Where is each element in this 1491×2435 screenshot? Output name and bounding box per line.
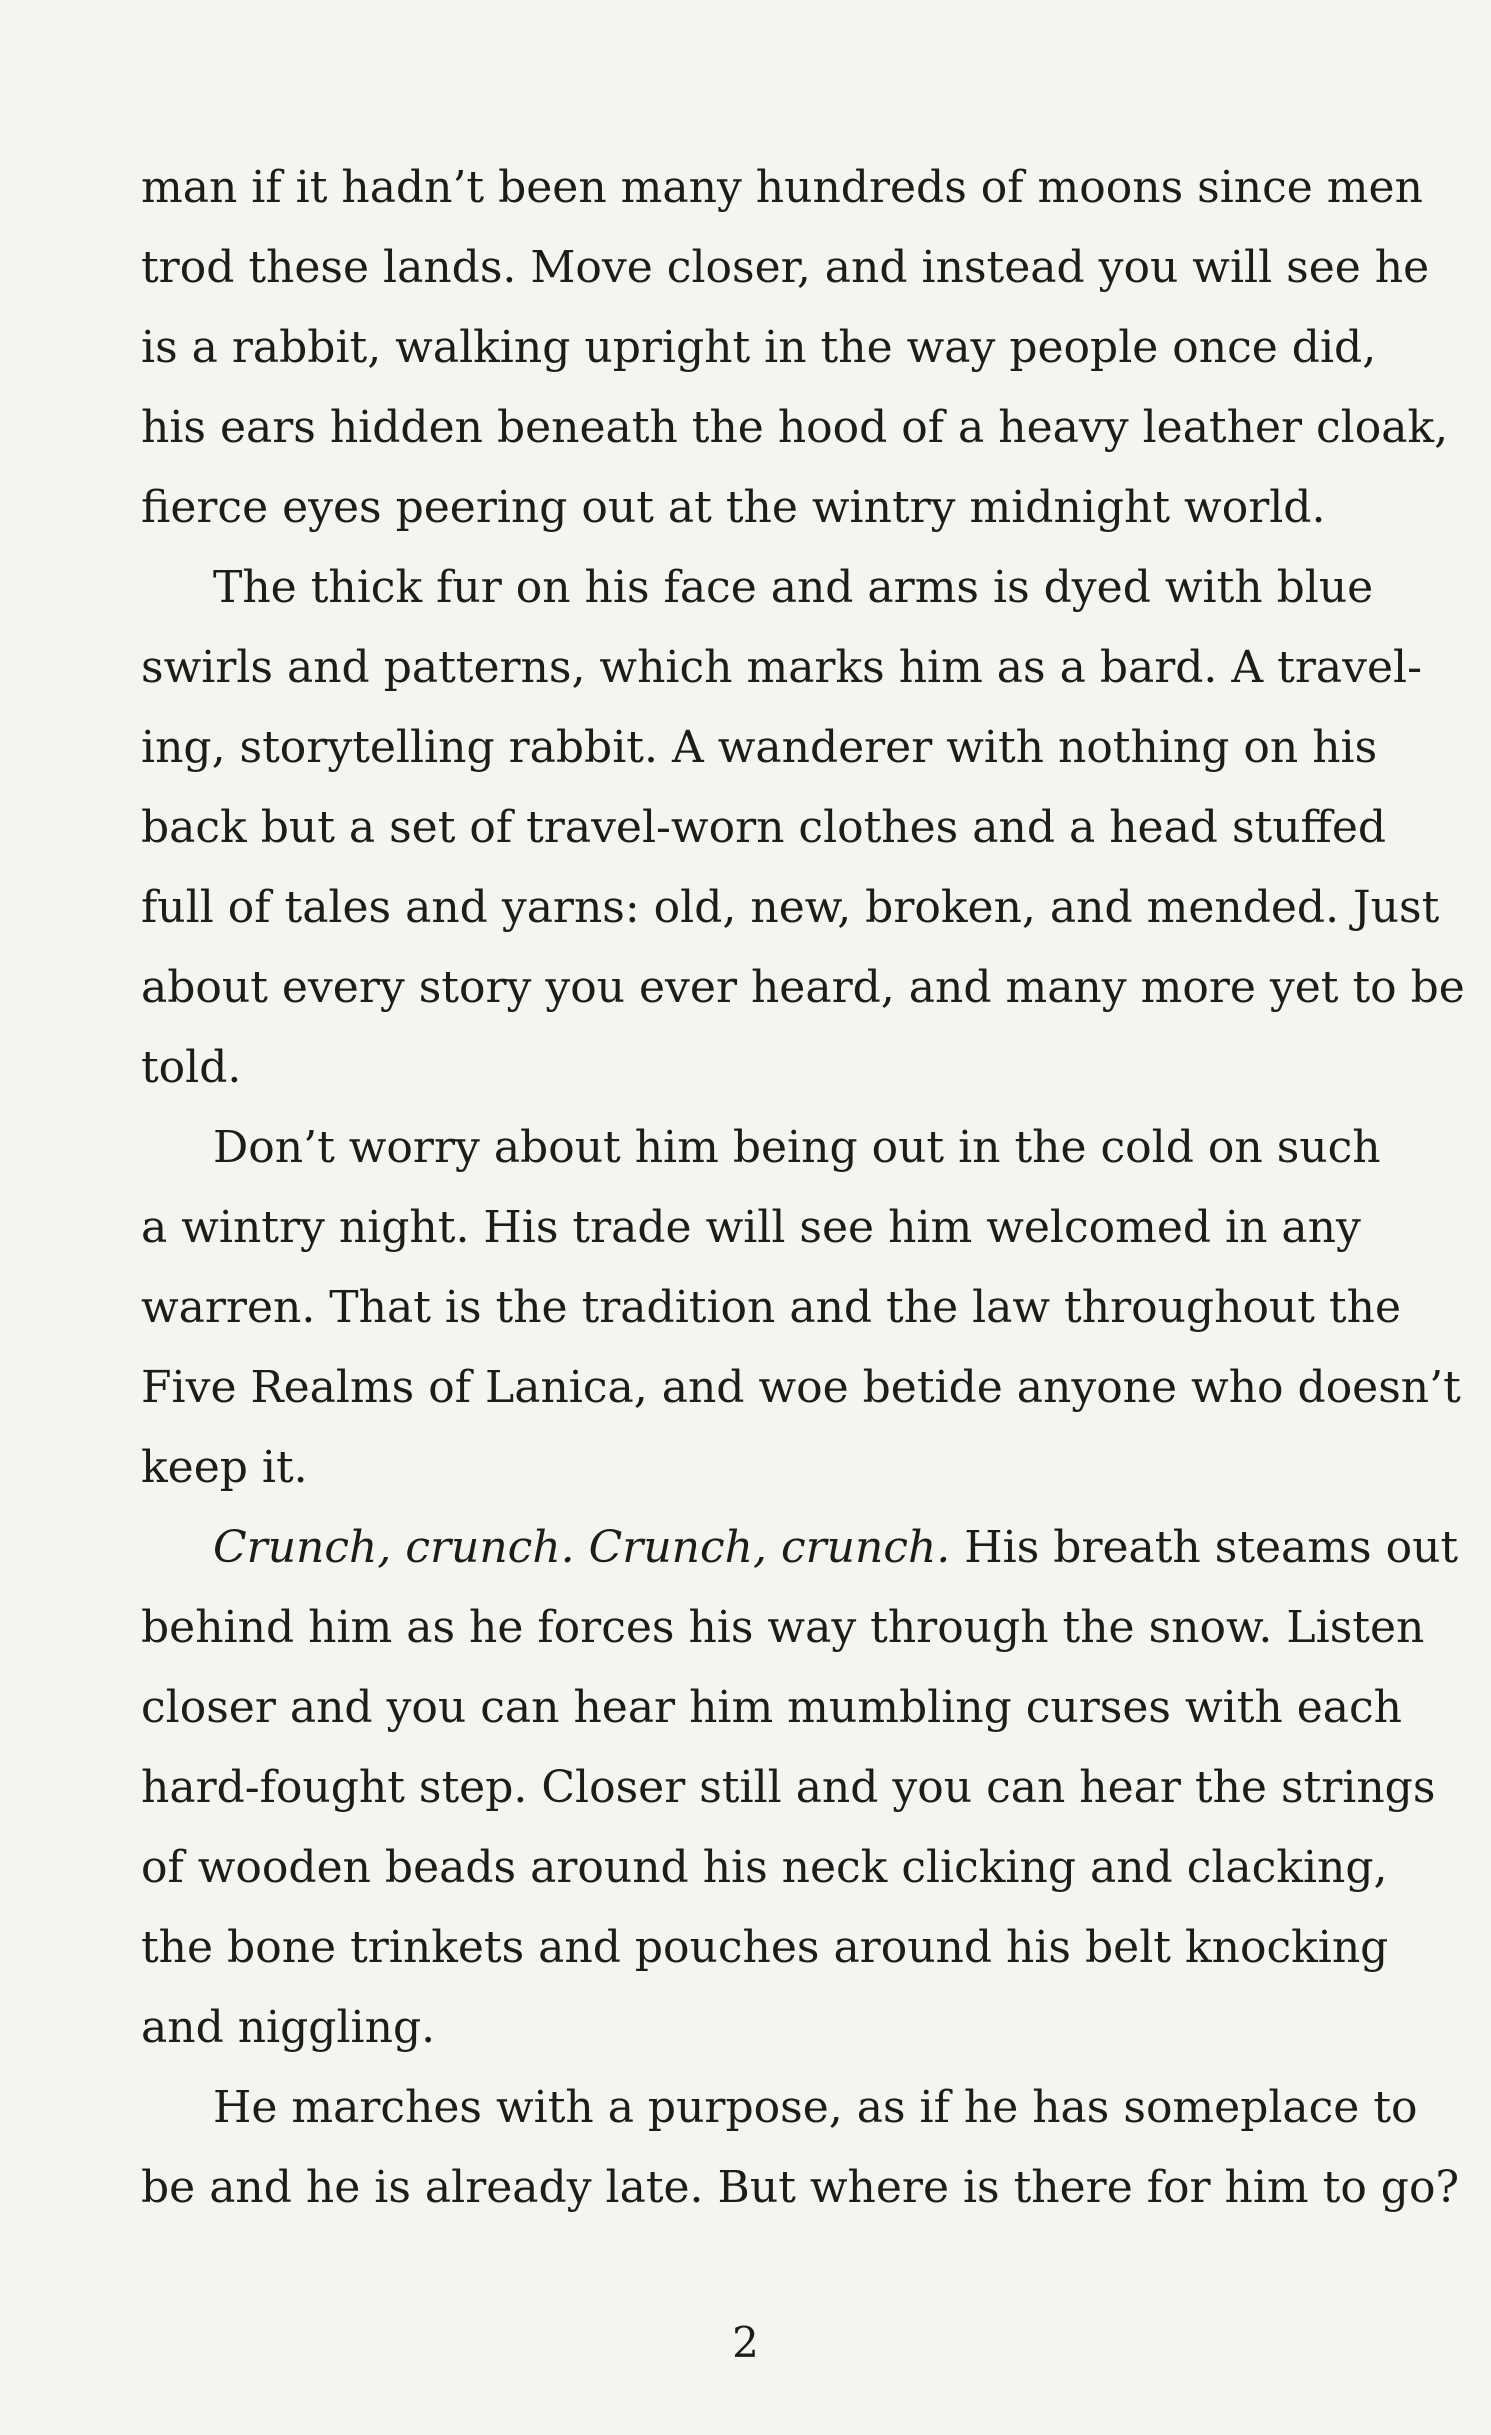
text-line: the bone trinkets and pouches around his belt knocking	[141, 1922, 1389, 1973]
paragraph-first-line: He marches with a purpose, as if he has someplace to	[213, 2082, 1418, 2133]
text-line: of wooden beads around his neck clicking and clacking,	[141, 1842, 1388, 1893]
text-line: a wintry night. His trade will see him welcomed in any	[141, 1202, 1361, 1253]
italic-onomatopoeia: Crunch, crunch. Crunch, crunch.	[213, 1522, 951, 1573]
text-line: is a rabbit, walking upright in the way people once did,	[141, 322, 1377, 373]
text-line: keep it.	[141, 1442, 308, 1493]
text-line: about every story you ever heard, and many more yet to be	[141, 962, 1465, 1013]
text-line: warren. That is the tradition and the law throughout the	[141, 1282, 1401, 1333]
paragraph-first-line	[213, 1520, 1459, 1576]
text-line: man if it hadn’t been many hundreds of moons since men	[141, 162, 1423, 213]
text-line: ing, storytelling rabbit. A wanderer with nothing on his	[141, 722, 1378, 773]
text-line: hard-fought step. Closer still and you can hear the strings	[141, 1762, 1436, 1813]
text-line: fierce eyes peering out at the wintry midnight world.	[141, 482, 1326, 533]
text-line: closer and you can hear him mumbling curses with each	[141, 1682, 1402, 1733]
text-line: told.	[141, 1042, 242, 1093]
text-line: trod these lands. Move closer, and instead you will see he	[141, 242, 1430, 293]
text-line: behind him as he forces his way through the snow. Listen	[141, 1602, 1425, 1653]
text-line: Five Realms of Lanica, and woe betide anyone who doesn’t	[141, 1362, 1461, 1413]
page-number: 2	[732, 2318, 759, 2367]
text-line: full of tales and yarns: old, new, broken, and mended. Just	[141, 882, 1440, 933]
text-line: and niggling.	[141, 2002, 436, 2053]
text-span: His breath steams out	[950, 1522, 1459, 1573]
text-line: his ears hidden beneath the hood of a heavy leather cloak,	[141, 402, 1449, 453]
text-line: swirls and patterns, which marks him as a bard. A travel-	[141, 642, 1422, 693]
paragraph-first-line: Don’t worry about him being out in the cold on such	[213, 1122, 1381, 1173]
text-line: back but a set of travel-worn clothes and a head stuffed	[141, 802, 1387, 853]
paragraph-first-line: The thick fur on his face and arms is dyed with blue	[213, 562, 1374, 613]
text-line: be and he is already late. But where is there for him to go?	[141, 2162, 1460, 2213]
